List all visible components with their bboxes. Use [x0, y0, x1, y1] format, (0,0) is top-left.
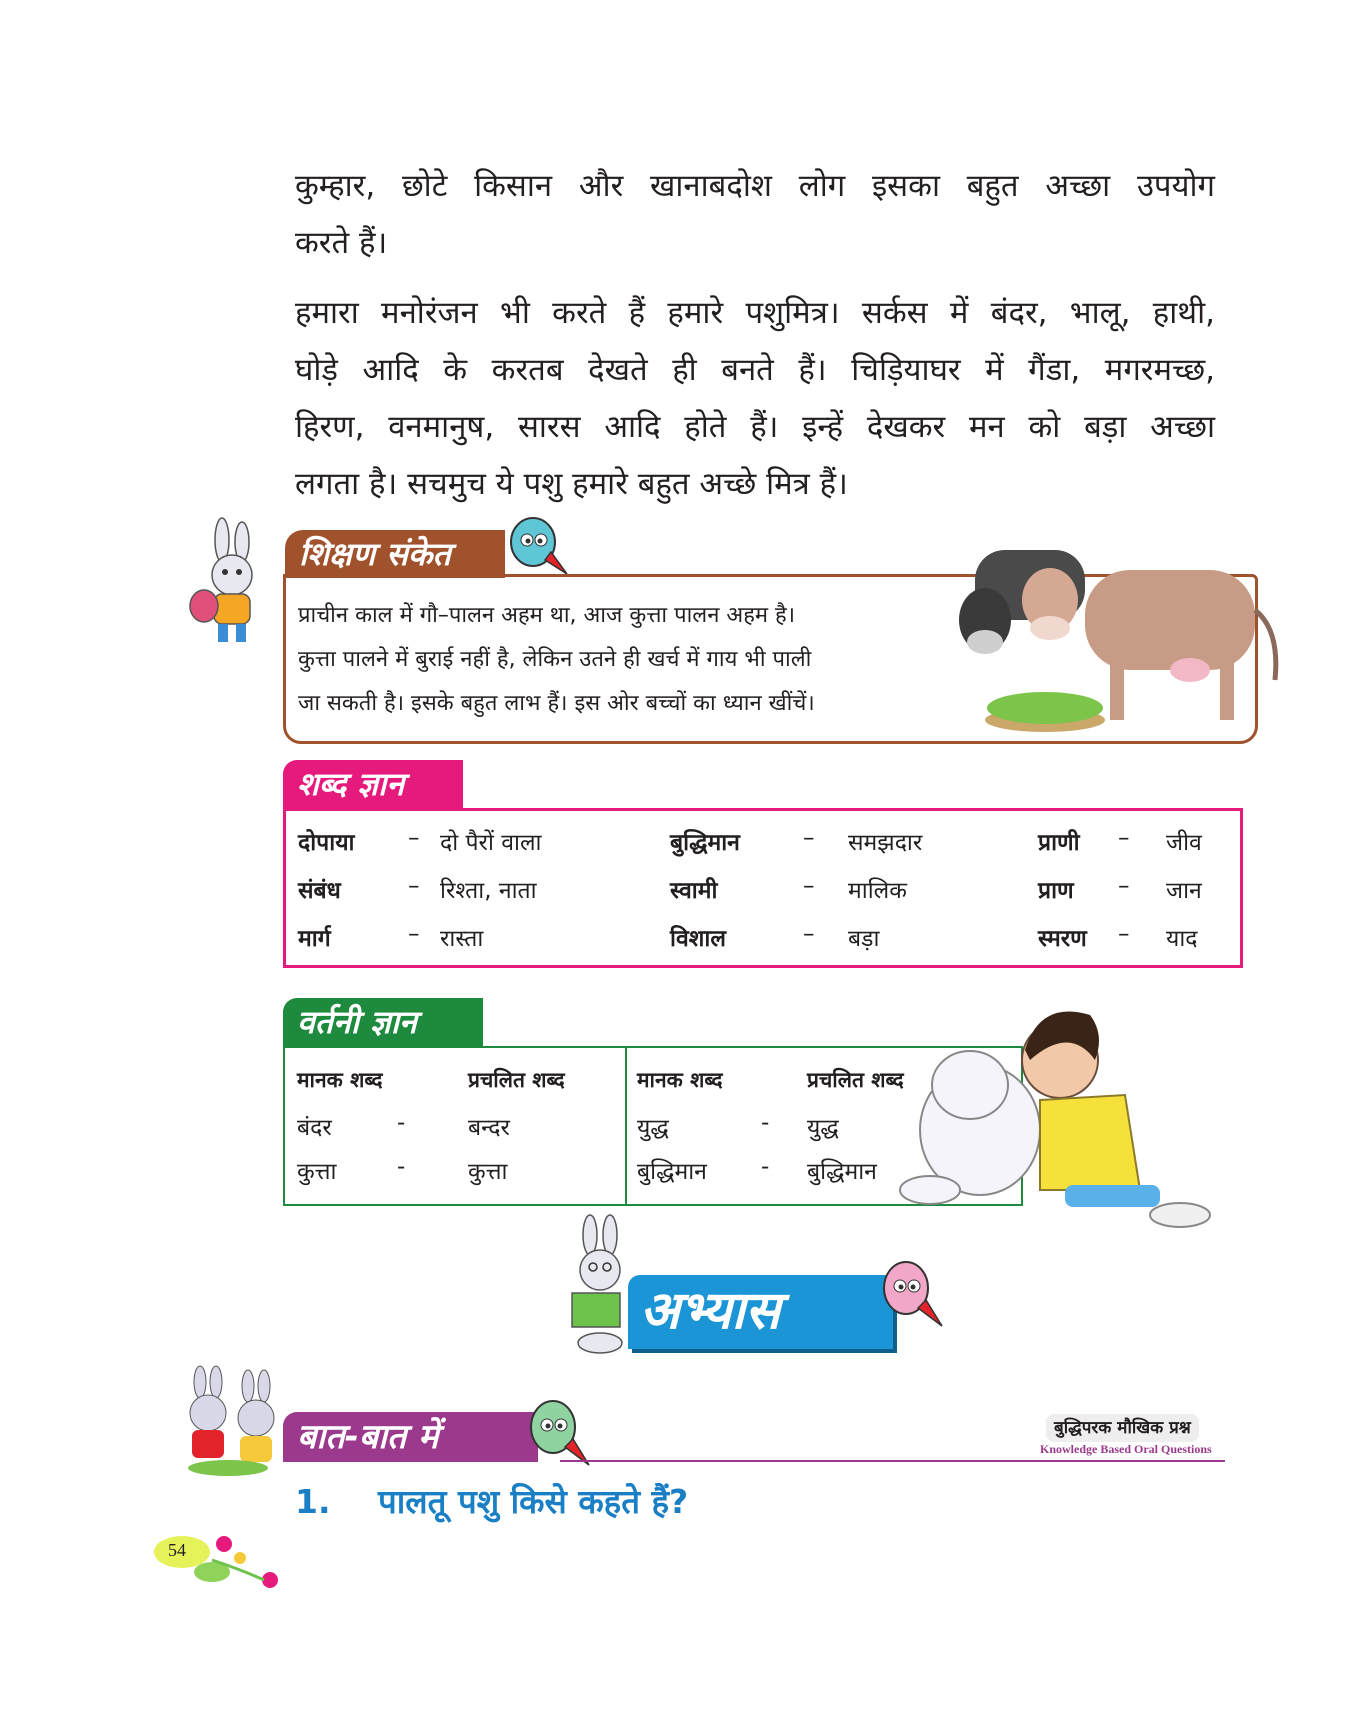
question-1 [295, 1478, 688, 1523]
vocab-meaning: मालिक [848, 878, 907, 904]
vocab-meaning: जान [1166, 878, 1202, 904]
pencil-mascot-icon [878, 1256, 950, 1334]
vocab-dash: – [803, 873, 815, 899]
oral-label-english: Knowledge Based Oral Questions [1040, 1442, 1212, 1456]
vocab-dash: – [1118, 873, 1130, 899]
vocab-dash: – [408, 921, 420, 947]
vocab-dash: – [408, 825, 420, 851]
spelling-common: कुत्ता [468, 1159, 508, 1185]
vocab-word: विशाल [670, 926, 726, 952]
vocabulary-table [283, 808, 1243, 968]
vocab-word: मार्ग [298, 926, 331, 952]
vocab-word: दोपाया [298, 830, 355, 856]
vocab-word: स्मरण [1038, 926, 1087, 952]
vocab-meaning: रिश्ता, नाता [440, 878, 537, 904]
spelling-dash: - [761, 1110, 770, 1136]
vocab-word: स्वामी [670, 878, 718, 904]
girl-hugging-dog-illustration [890, 990, 1220, 1230]
spelling-header-common: प्रचलित शब्द [807, 1068, 904, 1092]
spelling-common: बुद्धिमान [807, 1159, 877, 1185]
teaching-note-line-2: कुत्ता पालने में बुराई नहीं है, लेकिन उतने ही खर्च में गाय भी पाली [298, 647, 812, 672]
vocab-meaning: बड़ा [848, 926, 880, 952]
page-number: 54 [168, 1540, 186, 1560]
teaching-note-title: शिक्षण संकेत [285, 530, 505, 578]
intro-p2-line-1: हमारा मनोरंजन भी करते हैं हमारे पशुमित्र। सर्कस में बंदर, भालू, हाथी, [295, 295, 1215, 331]
vocab-word: बुद्धिमान [670, 830, 740, 856]
vocabulary-title: शब्द ज्ञान [283, 760, 463, 808]
vocab-meaning: समझदार [848, 830, 923, 856]
vocab-meaning: जीव [1166, 830, 1202, 856]
oral-section-rule [560, 1460, 1225, 1462]
teaching-note-line-3: जा सकती है। इसके बहुत लाभ हैं। इस ओर बच्चों का ध्यान खींचें। [298, 691, 815, 716]
intro-paragraph-2 [295, 285, 1215, 513]
intro-p1-line-1: कुम्हार, छोटे किसान और खानाबदोश लोग इसका बहुत अच्छा उपयोग [295, 168, 1215, 204]
teaching-note-line-1: प्राचीन काल में गौ–पालन अहम था, आज कुत्ता पालन अहम है। [298, 603, 796, 628]
spelling-standard: बंदर [297, 1115, 332, 1141]
oral-label-hindi: बुद्धिपरक मौखिक प्रश्न [1046, 1414, 1199, 1442]
question-text: पालतू पशु किसे कहते हैं? [378, 1482, 689, 1521]
intro-p2-line-2: घोड़े आदि के करतब देखते ही बनते हैं। चिड़ियाघर में गैंडा, मगरमच्छ, [295, 352, 1215, 388]
vocab-word: प्राण [1038, 878, 1074, 904]
oral-section-title: बात-बात में [283, 1412, 538, 1462]
spelling-standard: बुद्धिमान [637, 1159, 707, 1185]
spelling-common: बन्दर [468, 1115, 510, 1141]
two-bunnies-illustration [170, 1368, 285, 1478]
vocab-dash: – [803, 921, 815, 947]
spelling-dash: - [397, 1154, 406, 1180]
spelling-title: वर्तनी ज्ञान [283, 998, 483, 1046]
spelling-common: युद्ध [807, 1115, 839, 1141]
vocab-dash: – [1118, 825, 1130, 851]
vocab-meaning: रास्ता [440, 926, 484, 952]
vocab-word: प्राणी [1038, 830, 1080, 856]
vocab-dash: – [1118, 921, 1130, 947]
spelling-standard: कुत्ता [297, 1159, 337, 1185]
spelling-header-common: प्रचलित शब्द [468, 1068, 565, 1092]
question-number: 1. [295, 1482, 331, 1521]
vocab-meaning: याद [1166, 926, 1198, 952]
vocab-dash: – [803, 825, 815, 851]
spelling-standard: युद्ध [637, 1115, 669, 1141]
pencil-mascot-icon [505, 512, 575, 582]
intro-p2-line-3: हिरण, वनमानुष, सारस आदि होते हैं। इन्हें देखकर मन को बड़ा अच्छा [295, 409, 1215, 445]
vocab-meaning: दो पैरों वाला [440, 830, 542, 856]
spelling-header-standard: मानक शब्द [297, 1068, 383, 1092]
bunny-illustration [190, 520, 275, 650]
exercise-banner [628, 1275, 893, 1349]
vocab-word: संबंध [298, 878, 341, 904]
vocab-dash: – [408, 873, 420, 899]
cows-illustration [935, 520, 1290, 735]
spelling-dash: - [397, 1110, 406, 1136]
intro-paragraph-1 [295, 158, 1215, 272]
spelling-header-standard: मानक शब्द [637, 1068, 723, 1092]
spelling-dash: - [761, 1154, 770, 1180]
intro-p1-line-2: करते हैं। [295, 225, 388, 261]
exercise-banner-text: अभ्यास [640, 1281, 781, 1341]
intro-p2-line-4: लगता है। सचमुच ये पशु हमारे बहुत अच्छे मित्र हैं। [295, 466, 848, 502]
